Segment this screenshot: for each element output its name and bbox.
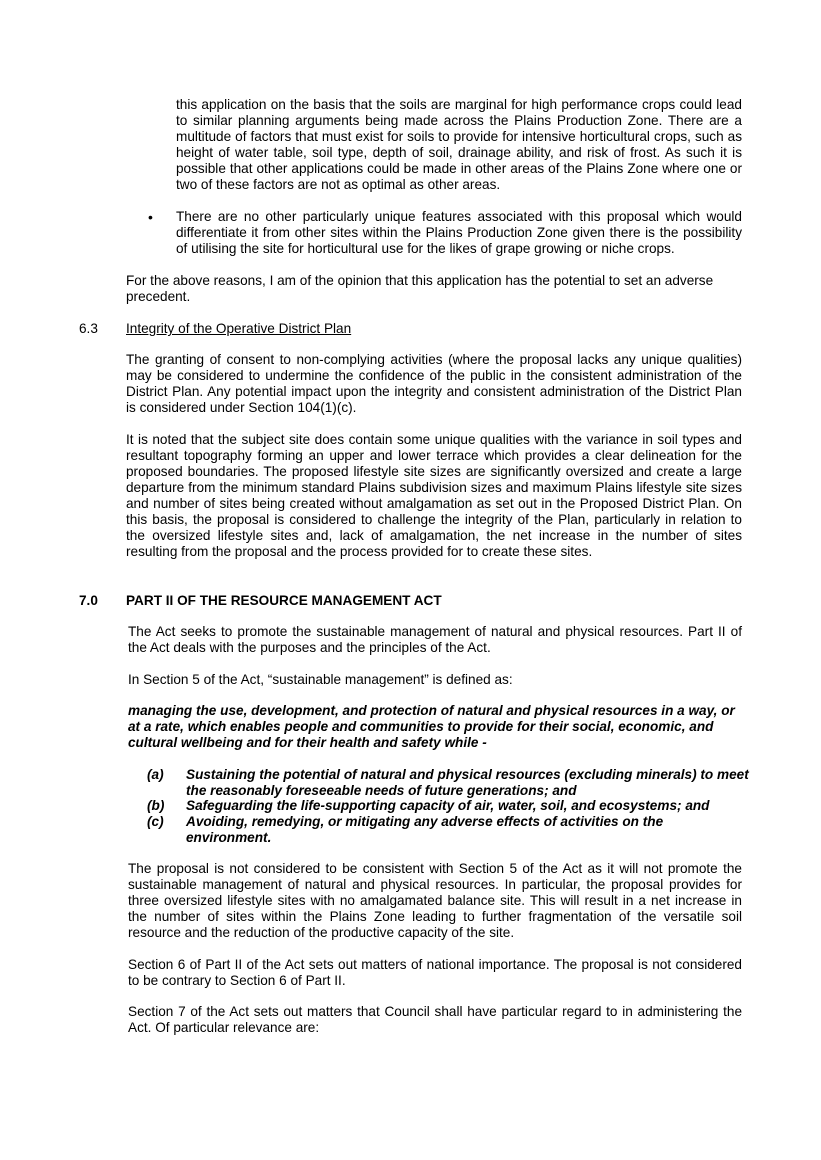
section-6-3-number: 6.3 [79,321,98,336]
section-7-paragraph-1: The Act seeks to promote the sustainable management of natural and physical resources. Part II of the Act deals with the purposes and the principles of the Act. [128,624,742,655]
section-6-3-paragraph-1: The granting of consent to non-complying activities (where the proposal lacks any unique qualities) may be considered to undermine the confidence of the public in the consistent administration of the District Plan. Any potential impact upon the integrity and consistent administration of the District Plan is considered under Section 104(1)(c). [126,352,742,415]
intro-paragraph: this application on the basis that the soils are marginal for high performance crops could lead to similar planning arguments being made across the Plains Production Zone. There are a multitude of factors that must exist for soils to provide for intensive horticultural crops, such as height of water table, soil type, depth of soil, drainage ability, and risk of frost. As such it is possible that other applications could be made in other areas of the Plains Zone where one or two of these factors are not as optimal as other areas. [176,97,742,192]
section-7-0-number: 7.0 [79,593,98,608]
list-item-label: (b) [147,798,165,813]
precedent-paragraph: For the above reasons, I am of the opinion that this application has the potential to set an adverse precedent. [126,273,714,304]
list-item-text: Sustaining the potential of natural and physical resources (excluding minerals) to meet the reasonably foreseeable needs of future generations; and [186,767,749,798]
section-6-3-paragraph-2: It is noted that the subject site does contain some unique qualities with the variance in soil types and resultant topography forming an upper and lower terrace which provides a clear delineation for the proposed boundaries. The proposed lifestyle site sizes are significantly oversized and create a large departure from the minimum standard Plains subdivision sizes and maximum Plains lifestyle site sizes and number of sites being created without amalgamation as set out in the Proposed District Plan. On this basis, the proposal is considered to challenge the integrity of the Plan, particularly in relation to the oversized lifestyle sites and, lack of amalgamation, the net increase in the number of sites resulting from the proposal and the process provided for to create these sites. [126,432,742,559]
section-7-paragraph-5: Section 7 of the Act sets out matters that Council shall have particular regard to in administering the Act. Of particular relevance are: [128,1004,742,1035]
section-7-paragraph-4: Section 6 of Part II of the Act sets out matters of national importance. The proposal is not considered to be contrary to Section 6 of Part II. [128,957,742,988]
list-item-text: Avoiding, remedying, or mitigating any adverse effects of activities on the environment. [186,814,664,845]
list-item-label: (a) [147,767,164,782]
bullet-icon: • [148,209,153,225]
section-7-0-title: PART II OF THE RESOURCE MANAGEMENT ACT [126,593,442,608]
list-item-label: (c) [147,814,164,829]
bullet-paragraph: There are no other particularly unique features associated with this proposal which would differentiate it from other sites within the Plains Production Zone given there is the possibility of utilising the site for horticultural use for the likes of grape growing or niche crops. [176,209,742,256]
list-item-text: Safeguarding the life-supporting capacity of air, water, soil, and ecosystems; and [186,798,710,813]
section-7-paragraph-2: In Section 5 of the Act, “sustainable management” is defined as: [128,672,513,687]
section-7-paragraph-3: The proposal is not considered to be consistent with Section 5 of the Act as it will not promote the sustainable management of natural and physical resources. In particular, the proposal provides for three oversized lifestyle sites with no amalgamated balance site. This will result in a net increase in the number of sites within the Plains Zone leading to further fragmentation of the versatile soil resource and the reduction of the productive capacity of the site. [128,861,742,940]
sustainable-management-definition: managing the use, development, and protection of natural and physical resources in a way, or at a rate, which enables people and communities to provide for their social, economic, and cultural wellbeing and for their health and safety while - [128,703,735,750]
section-6-3-title: Integrity of the Operative District Plan [126,321,352,336]
